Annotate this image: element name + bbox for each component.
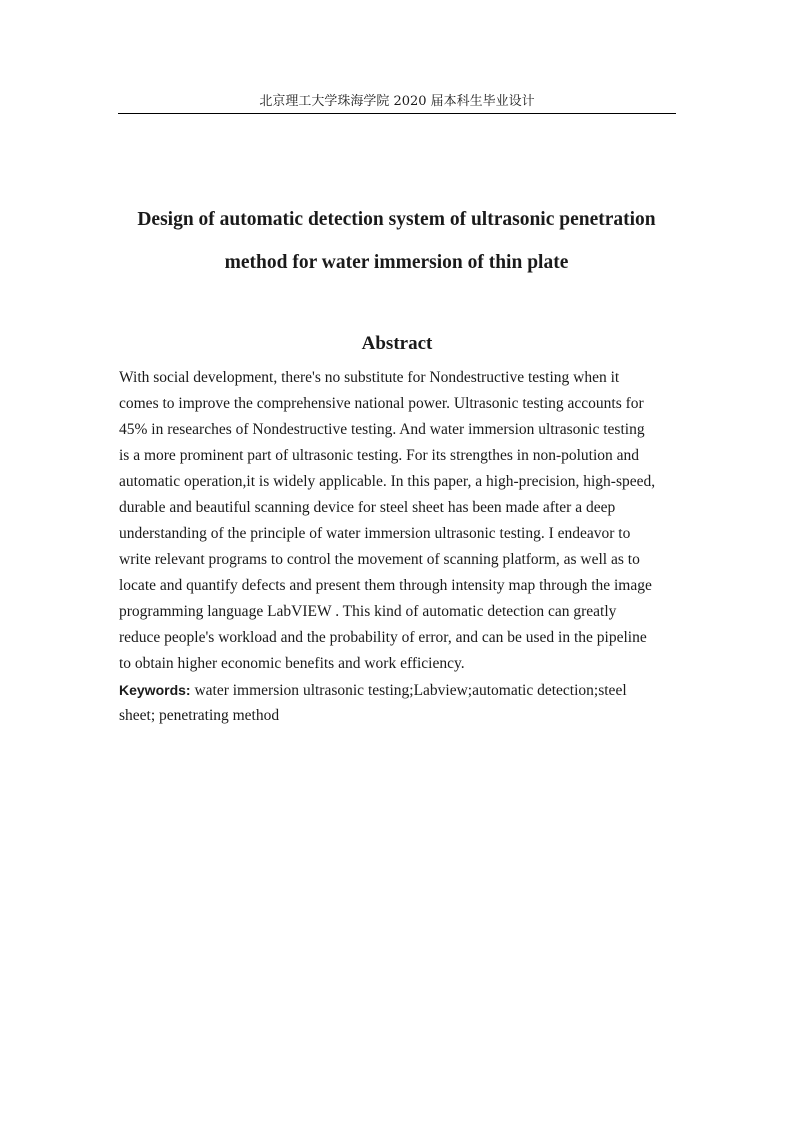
abstract-line: reduce people's workload and the probability of error, and can be used in the pipeline <box>119 629 647 646</box>
abstract-line: 45% in researches of Nondestructive testing. And water immersion ultrasonic testing <box>119 421 645 438</box>
abstract-line: locate and quantify defects and present them through intensity map through the image <box>119 577 652 594</box>
abstract-line: to obtain higher economic benefits and work efficiency. <box>119 655 465 672</box>
abstract-line: understanding of the principle of water immersion ultrasonic testing. I endeavor to <box>119 525 631 542</box>
abstract-line: write relevant programs to control the movement of scanning platform, as well as to <box>119 551 640 568</box>
paper-title <box>100 198 693 284</box>
keyword-word: water <box>194 682 229 699</box>
keywords-line-1 <box>119 677 675 703</box>
abstract-line: is a more prominent part of ultrasonic testing. For its strengthes in non-polution and <box>119 447 640 464</box>
title-line-1: Design of automatic detection system of ultrasonic penetration <box>137 209 656 230</box>
keyword-word: detection;steel <box>537 682 627 699</box>
abstract-heading: Abstract <box>361 333 433 354</box>
keywords-label: Keywords: <box>119 682 191 698</box>
keyword-word: immersion <box>232 682 300 699</box>
abstract-line: With social development, there's no substitute for Nondestructive testing when it <box>119 369 620 386</box>
abstract-body <box>119 365 675 677</box>
keywords-line-2: sheet; penetrating method <box>119 707 280 724</box>
keyword-word: testing;Labview;automatic <box>367 682 534 699</box>
abstract-line: durable and beautiful scanning device for steel sheet has been made after a deep <box>119 499 616 516</box>
abstract-line: automatic operation,it is widely applicable. In this paper, a high-precision, high-speed, <box>119 473 656 490</box>
page-header: 北京理工大学珠海学院 2020 届本科生毕业设计 <box>259 94 535 109</box>
keywords-block <box>119 677 675 729</box>
abstract-line: comes to improve the comprehensive national power. Ultrasonic testing accounts for <box>119 395 644 412</box>
abstract-line: programming language LabVIEW . This kind of automatic detection can greatly <box>119 603 617 620</box>
keyword-word: ultrasonic <box>302 682 365 699</box>
title-line-2: method for water immersion of thin plate <box>224 252 569 273</box>
header-divider <box>118 113 676 114</box>
